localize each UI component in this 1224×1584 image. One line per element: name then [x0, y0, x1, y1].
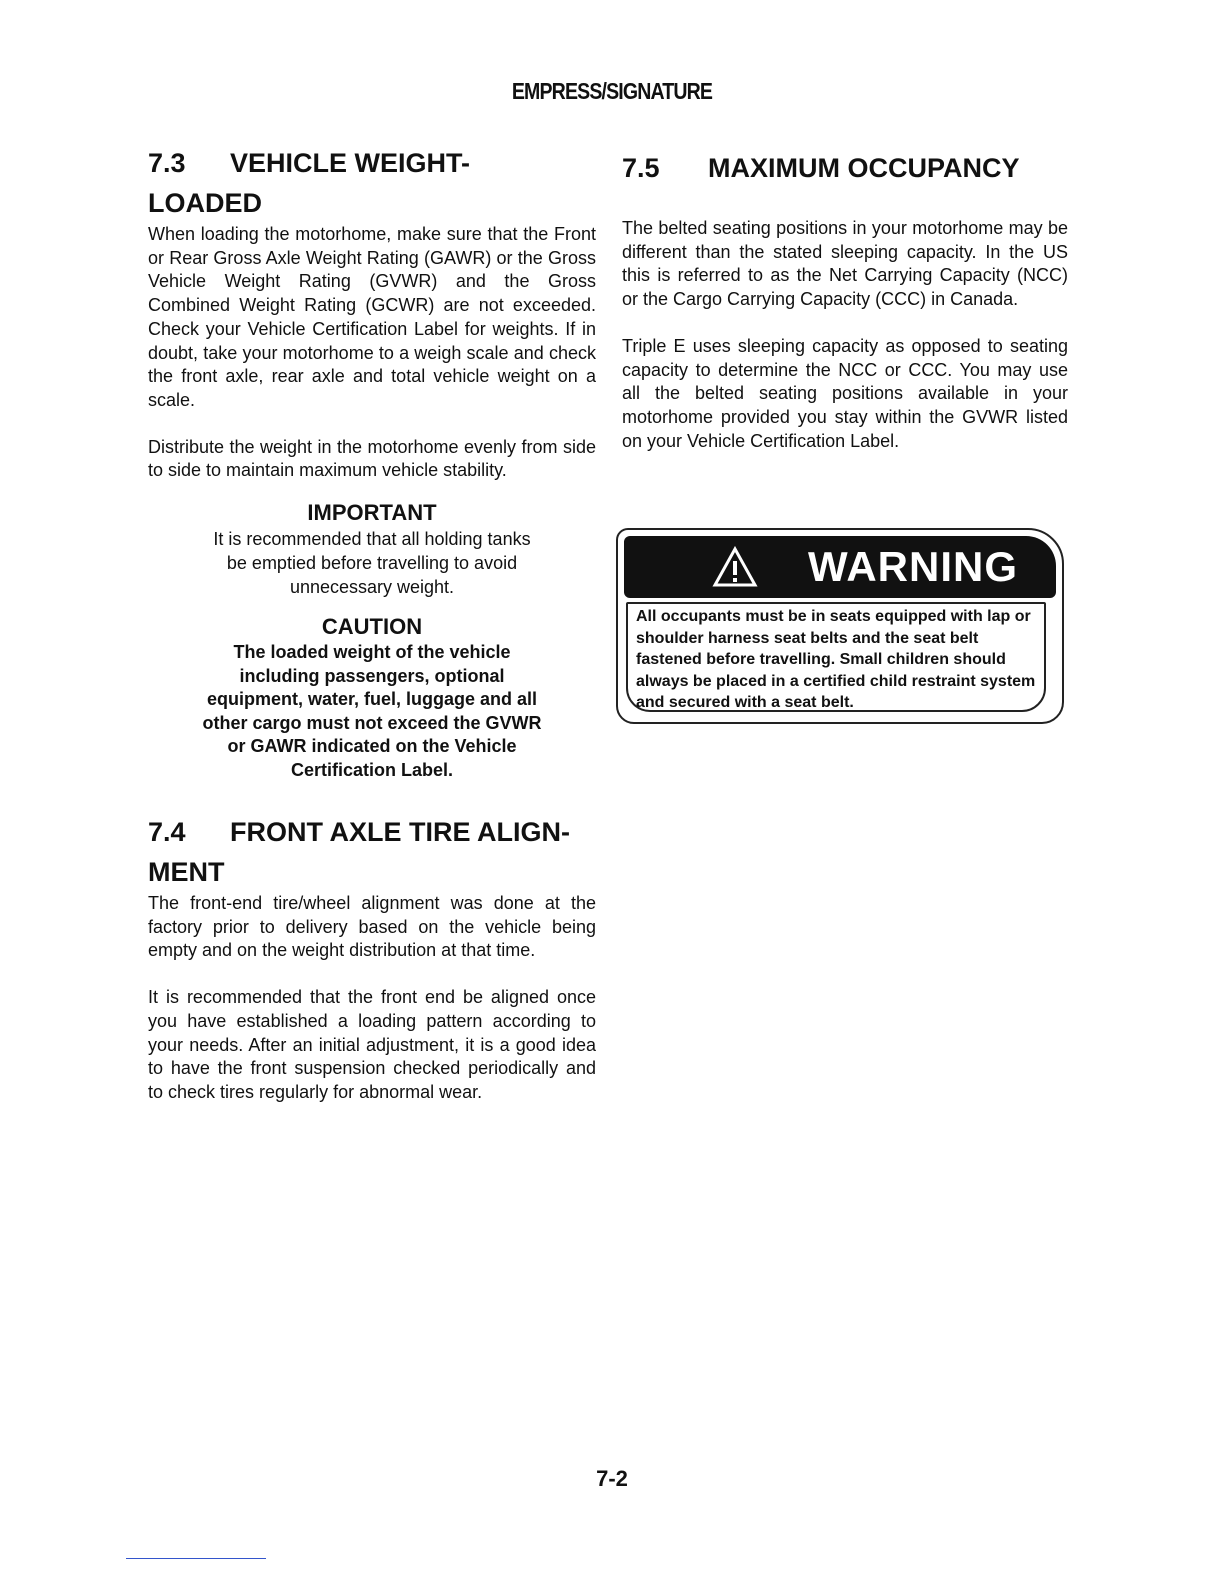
- section-7-4-paragraph-2: It is recommended that the front end be aligned once you have established a loading pattern according to your needs. After an initial adjustment, it is a good idea to have the front suspension checked periodically and to check tires regularly for abnormal wear.: [148, 987, 596, 1102]
- section-title-line2: LOADED: [148, 188, 262, 218]
- section-number: 7.3: [148, 148, 186, 178]
- section-number: 7.4: [148, 817, 186, 847]
- caution-text: The loaded weight of the vehicle including passengers, optional equipment, water, fuel, luggage and all other cargo must not exceed the GVWR or GAWR indicated on the Vehicle Certification Label.: [202, 642, 542, 780]
- important-title: IMPORTANT: [307, 500, 437, 526]
- section-title: MAXIMUM OCCUPANCY: [708, 153, 1020, 183]
- warning-triangle-icon: [712, 546, 758, 588]
- footer-divider: [126, 1558, 266, 1559]
- section-7-5-heading: [622, 148, 1068, 188]
- warning-text: All occupants must be in seats equipped with lap or shoulder harness seat belts and the seat belt fastened before travelling. Small children should always be placed in a certified child restraint system and secured with a seat belt.: [626, 602, 1046, 712]
- page-header: EMPRESS/SIGNATURE: [511, 78, 713, 104]
- important-text: It is recommended that all holding tanks be emptied before travelling to avoid unnecessary weight.: [213, 529, 531, 598]
- page-number: 7-2: [596, 1466, 628, 1491]
- warning-label: WARNING: [808, 543, 1018, 590]
- section-7-3-heading: [148, 143, 596, 183]
- section-title-line2: MENT: [148, 857, 225, 887]
- warning-box: [616, 528, 1064, 724]
- left-column: [148, 143, 596, 782]
- caution-title: CAUTION: [321, 614, 423, 640]
- section-7-5-paragraph-1: The belted seating positions in your motorhome may be different than the stated sleeping capacity. In the US this is referred to as the Net Carrying Capacity (NCC) or the Cargo Carrying Capacity (CCC) in Canada.: [622, 218, 1068, 310]
- section-7-5-paragraph-2: Triple E uses sleeping capacity as opposed to seating capacity to determine the NCC or CCC. You may use all the belted seating positions available in your motorhome provided you stay within the GVWR listed on your Vehicle Certification Label.: [622, 335, 1068, 451]
- section-7-4: [148, 812, 596, 1105]
- section-7-4-paragraph-1: The front-end tire/wheel alignment was done at the factory prior to delivery based on the vehicle being empty and on the weight distribution at that time.: [148, 893, 596, 961]
- warning-banner: [624, 536, 1056, 598]
- section-7-3-paragraph-2: Distribute the weight in the motorhome evenly from side to side to maintain maximum vehicle stability.: [148, 436, 596, 481]
- section-7-3-paragraph-1: When loading the motorhome, make sure that the Front or Rear Gross Axle Weight Rating (GAWR) or the Gross Vehicle Weight Rating (GVWR) and the Gross Combined Weight Rating (GCWR) are not exceeded. Check your Vehicle Certification Label for weights. If in doubt, take your motorhome to a weigh scale and check the front axle, rear axle and total vehicle weight on a scale.: [148, 224, 596, 410]
- section-title-line1: VEHICLE WEIGHT-: [230, 148, 471, 178]
- section-number: 7.5: [622, 153, 660, 183]
- section-7-4-heading: [148, 812, 596, 852]
- section-7-5: [622, 148, 1068, 453]
- section-title-line1: FRONT AXLE TIRE ALIGN-: [230, 817, 570, 847]
